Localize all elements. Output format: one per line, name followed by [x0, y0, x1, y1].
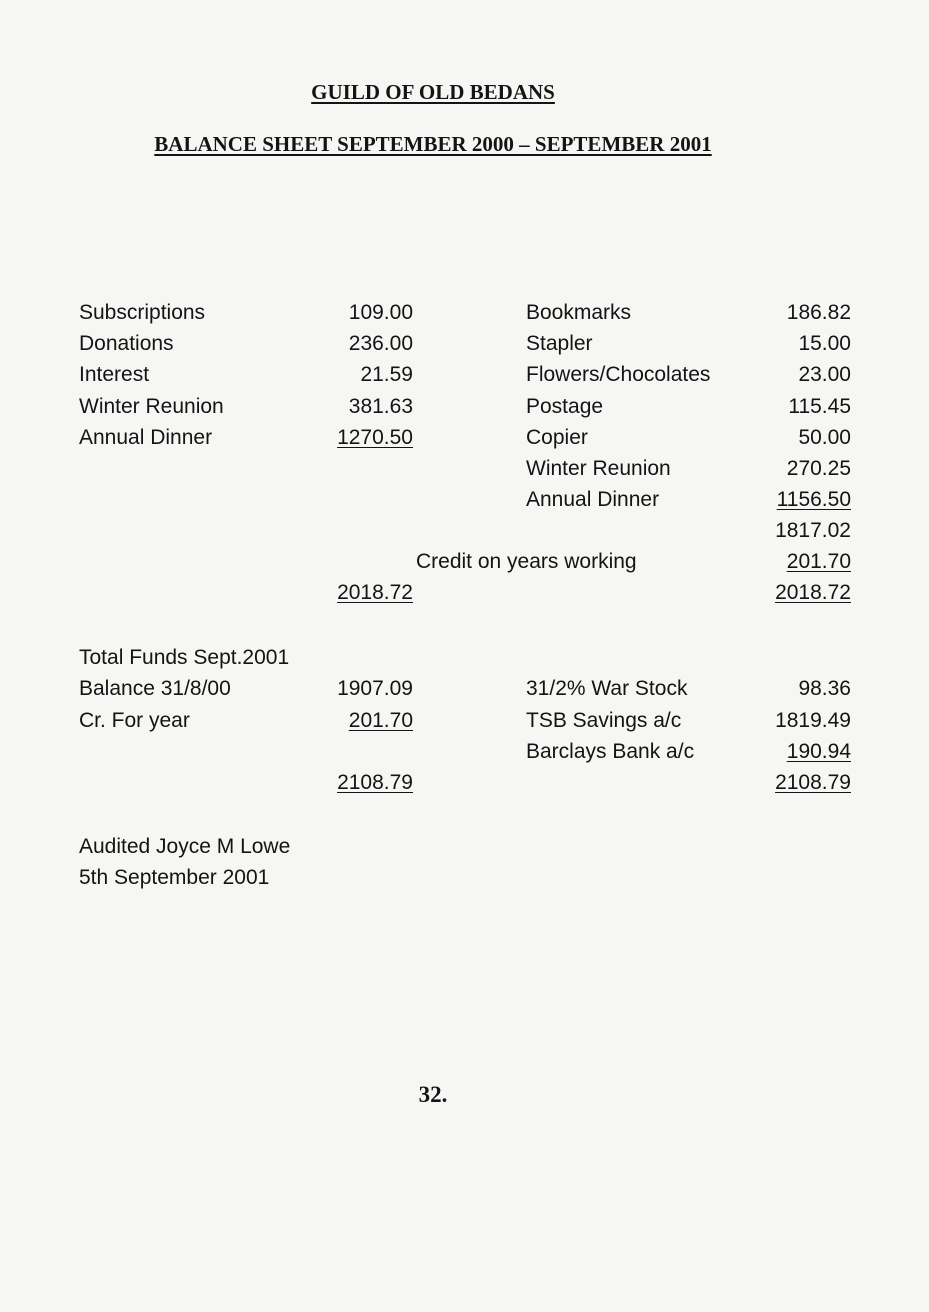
document-subtitle: BALANCE SHEET SEPTEMBER 2000 – SEPTEMBER 2001 [154, 132, 712, 156]
expenditure-label: Flowers/Chocolates [526, 363, 711, 386]
expenditure-amount: 1156.50 [776, 488, 851, 511]
expenditure-amount: 15.00 [798, 332, 851, 355]
expenditure-label: Annual Dinner [526, 488, 660, 511]
income-amount: 109.00 [348, 301, 413, 324]
expenditure-amount: 115.45 [788, 395, 851, 418]
income-amount: 236.00 [348, 332, 413, 355]
expenditure-amount: 23.00 [798, 363, 851, 386]
expenditure-total: 2018.72 [775, 581, 851, 604]
page-number: 32. [418, 1082, 448, 1107]
funds-left-label: Cr. For year [79, 709, 190, 732]
funds-left-amount: 201.70 [348, 709, 413, 732]
income-label: Annual Dinner [79, 426, 213, 449]
income-amount: 21.59 [360, 363, 413, 386]
income-label: Subscriptions [79, 301, 206, 324]
expenditure-label: Postage [526, 395, 604, 418]
income-label: Interest [79, 363, 150, 386]
expenditure-label: Winter Reunion [526, 457, 671, 480]
expenditure-amount: 186.82 [786, 301, 851, 324]
income-label: Winter Reunion [79, 395, 224, 418]
expenditure-subtotal: 1817.02 [775, 519, 851, 542]
funds-right-label: 31/2% War Stock [526, 677, 688, 700]
funds-right-label: Barclays Bank a/c [526, 740, 695, 763]
income-amount: 1270.50 [337, 426, 413, 449]
funds-right-amount: 98.36 [798, 677, 851, 700]
credit-amount: 201.70 [786, 550, 851, 573]
expenditure-label: Bookmarks [526, 301, 632, 324]
income-total: 2018.72 [337, 581, 413, 604]
income-amount: 381.63 [348, 395, 413, 418]
funds-total-right: 2108.79 [775, 771, 851, 794]
funds-left-label: Balance 31/8/00 [79, 677, 231, 700]
expenditure-amount: 270.25 [786, 457, 851, 480]
funds-left-amount: 1907.09 [337, 677, 413, 700]
audit-signature: Audited Joyce M Lowe [79, 835, 291, 858]
income-label: Donations [79, 332, 174, 355]
funds-heading: Total Funds Sept.2001 [79, 646, 290, 669]
funds-right-amount: 1819.49 [775, 709, 851, 732]
document-title: GUILD OF OLD BEDANS [311, 80, 555, 104]
credit-label: Credit on years working [416, 550, 637, 573]
funds-right-amount: 190.94 [786, 740, 851, 763]
funds-right-label: TSB Savings a/c [526, 709, 682, 732]
expenditure-label: Stapler [526, 332, 593, 355]
funds-total-left: 2108.79 [337, 771, 413, 794]
audit-date: 5th September 2001 [79, 866, 270, 889]
expenditure-label: Copier [526, 426, 588, 449]
expenditure-amount: 50.00 [798, 426, 851, 449]
